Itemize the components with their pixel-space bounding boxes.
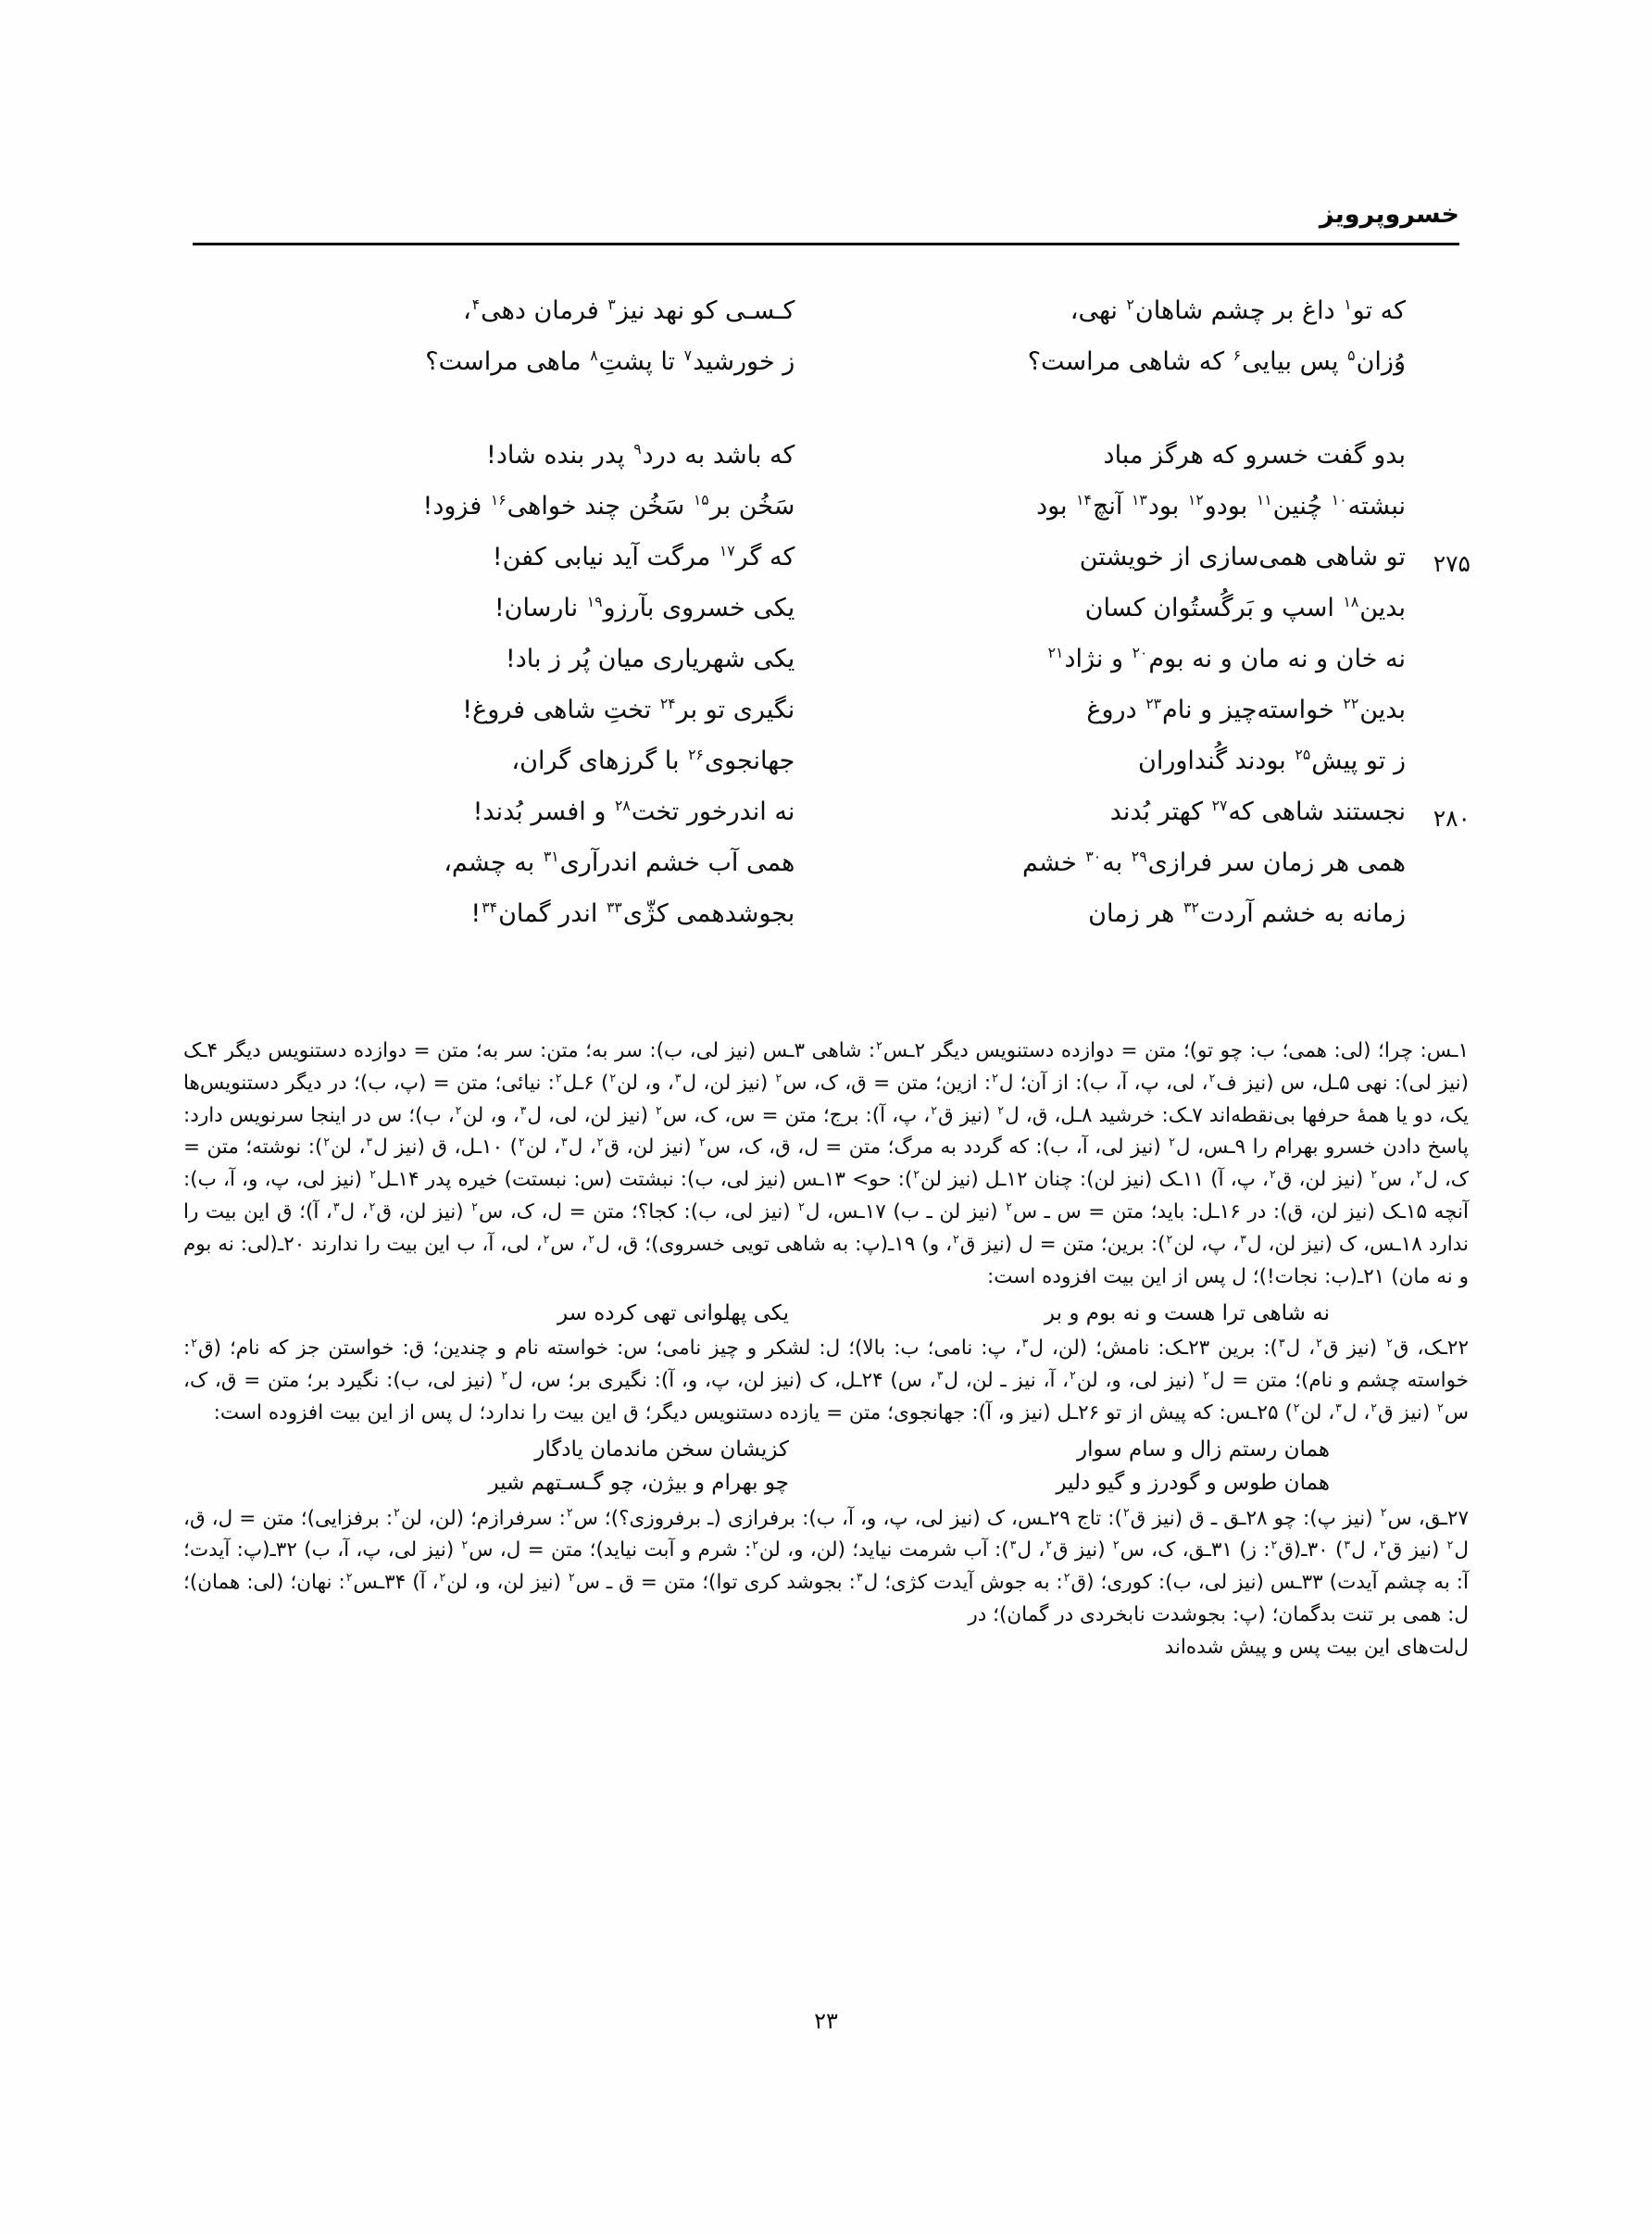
inset-hemistich-second: یکی پهلوانی تهی کرده سر [557,1300,789,1325]
apparatus-paragraph: ۲۲ـک، ق$^۲$ (نیز ق$^۲$، ل$^۳$): برین ۲۳ـک: نامش؛ (لن، ل$^۳$، پ: نامی؛ ب: بالا)؛ ل: لشکر و چیز نامی؛ س: خواسته نام و چندین؛ ق: خواستن جز که نام؛ (ق$^۲$: خواسته چشم و نام)؛ متن = ل$^۲$ (نیز لی، و، لن$^۲$، آ، نیز ـ لن، ل$^۳$، س) ۲۴ـل، ک (نیز لن، پ، و، آ): نگیری بر؛ س، ل$^۲$ (نیز لی، ب): نگیرد بر؛ متن = ق، ک، س$^۲$ (نیز ق$^۲$، ل$^۳$، لن$^۲$) ۲۵ـس: که پیش از تو ۲۶ـل (نیز و، آ): جهانجوی؛ متن = یازده دستنویس دیگر؛ ق این بیت را ندارد؛ ل پس از این بیت افزوده است: [183,1335,1469,1424]
verse-line [185,542,1471,596]
inset-verse-line [183,1467,1469,1500]
verse-group [185,440,1471,952]
hemistich-first: بدین$^{۱۸}$ اسپ و بَرگُستُوان کسان [1084,593,1406,622]
hemistich-first: تو شاهی همی‌سازی از خویشتن [1079,543,1406,571]
inset-hemistich-first: همان رستم زال و سام سوار [1077,1437,1330,1462]
verse-line [185,797,1471,850]
hemistich-first: زمانه به خشم آردت$^{۳۲}$ هر زمان [1088,898,1406,928]
inset-hemistich-first: نه شاهی ترا هست و نه بوم و بر [1044,1300,1330,1325]
hemistich-second: جهانجوی$^{۲۶}$ با گرزهای گران، [511,746,795,775]
verse-line [185,748,1467,799]
verse-line [185,593,1467,646]
apparatus-paragraph: ۱ـس: چرا؛ (لی: همی؛ ب: چو تو)؛ متن = دوازده دستنویس دیگر ۲ـس$^۲$: شاهی ۳ـس (نیز لی، ب): سر به؛ متن: سر به؛ متن = دوازده دستنویس دیگر ۴ـک (نیز لی): نهی ۵ـل، س (نیز ف$^۲$، لی، پ، آ، ب): از آن؛ ل$^۲$: ازین؛ متن = ق، ک، س$^۲$ (نیز لن، ل$^۳$، و، لن$^۲$) ۶ـل$^۲$: نیائی؛ متن = (پ، ب)؛ در دیگر دستنویس‌ها یک، دو یا همهٔ حرفها بی‌نقطه‌اند ۷ـک: خرشید ۸ـل، ق، ل$^۲$ (نیز ق$^۲$، پ، آ): برج؛ متن = س، ک، س$^۲$ (نیز لن، لی، ل$^۳$، و، لن$^۲$، ب)؛ س در اینجا سرنویس دارد: پاسخ دادن خسرو بهرام را ۹ـس، ل$^۲$ (نیز لی، آ، ب): که گردد به مرگ؛ متن = ل، ق، ک، س$^۲$ (نیز لن، ق$^۲$، ل$^۳$، لن$^۲$) ۱۰ـل، ق (نیز ل$^۳$، لن$^۲$): نوشته؛ متن = ک، ل$^۲$، س$^۲$ (نیز لن، ق$^۲$، پ، آ) ۱۱ـک (نیز لن): چنان ۱۲ـل (نیز لن$^۲$): حو> ۱۳ـس (نیز لی، ب): نبشتت (س: نبستت) خیره پدر ۱۴ـل$^۲$ (نیز لی، پ، و، آ، ب): آنچه ۱۵ـک (نیز لن، ق): در ۱۶ـل: باید؛ متن = س ـ س$^۲$ (نیز لن ـ ب) ۱۷ـس، ل$^۲$ (نیز لی، ب): کجا؟؛ متن = ل، ک، س$^۲$ (نیز لن، ق$^۲$، ل$^۳$، آ)؛ ق این بیت را ندارد ۱۸ـس، ک (نیز لن، ل$^۳$، پ، لن$^۲$): برین؛ متن = ل (نیز ق$^۲$، و) ۱۹ـ(پ: به شاهی تویی خسروی)؛ ق، ل$^۲$، س$^۲$، لی، آ، ب این بیت را ندارند ۲۰ـ(لی: نه بوم و نه مان) ۲۱ـ(ب: نجات!)؛ ل پس از این بیت افزوده است: [183,1037,1470,1288]
verse-area [185,295,1471,952]
hemistich-second: بجوشدهمی کژّی$^{۳۳}$ اندر گمان$^{۳۴}$! [470,898,795,928]
verse-line [185,295,1467,349]
critical-apparatus [183,1035,1469,1664]
hemistich-second: که گر$^{۱۷}$ مرگت آید نیابی کفن! [492,542,795,571]
hemistich-second: یکی خسروی بآرزو$^{۱۹}$ نارسان! [494,593,795,622]
hemistich-second: نگیری تو بر$^{۲۴}$ تختِ شاهی فروغ! [462,695,795,724]
hemistich-first: وُزان$^۵$ پس بیایی$^۶$ که شاهی مراست؟ [1027,346,1406,376]
verse-line [185,491,1467,545]
running-head-title: خسروپرویز [1319,200,1459,229]
hemistich-first: نبشته$^{۱۰}$ چُنین$^{۱۱}$ بودو$^{۱۲}$ بود$^{۱۳}$ آنچ$^{۱۴}$ بود [1036,491,1406,521]
inset-hemistich-second: کزیشان سخن ماندمان یادگار [534,1437,789,1462]
hemistich-first: نجستند شاهی که$^{۲۷}$ کهتر بُدند [1109,797,1406,826]
verse-number: ۲۷۵ [1433,550,1471,577]
apparatus-paragraph: ۲۷ـق، س$^۲$ (نیز پ): چو ۲۸ـق ـ ق (نیز ق$^۲$): تاج ۲۹ـس، ک (نیز لی، پ، و، آ، ب): برفرازی (ـ برفروزی؟)؛ س$^۲$: سرفرازم؛ (لن، لن$^۲$: برفزایی)؛ متن = ل، ق، ل$^۲$ (نیز ق$^۲$، ل$^۳$) ۳۰ـ(ق$^۲$: ز) ۳۱ـق، ک، س$^۲$ (نیز ق$^۲$، ل$^۳$): آب شرمت نیاید؛ (لن، و، لن$^۲$: شرم و آبت نیاید)؛ متن = ل، س$^۲$ (نیز لی، پ، آ، ب) ۳۲ـ(پ: آیدت؛ آ: به چشم آیدت) ۳۳ـس (نیز لی، ب): کوری؛ (ق$^۲$: به جوش آیدت کژی؛ ل$^۳$: بجوشد کری توا)؛ متن = ق ـ س$^۲$ (نیز لن، و، لن$^۲$، آ) ۳۴ـس$^۲$: نهان؛ (لی: همان)؛ ل: همی بر تنت بدگمان؛ (پ: بجوشدت نابخردی در گمان)؛ در [183,1505,1470,1627]
hemistich-second: کـسـی کو نهد نیز$^۳$ فرمان دهی$^۴$، [462,295,795,325]
hemistich-first: بدو گفت خسرو که هرگز مباد [1103,441,1406,470]
hemistich-first: ز تو پیش$^{۲۵}$ بودند گُنداوران [1137,746,1406,775]
header-divider [193,243,1459,245]
running-head [193,202,1459,259]
verse-number: ۲۸۰ [1433,805,1471,832]
verse-line [185,697,1467,748]
verse-line [185,847,1467,901]
verse-line [185,898,1467,952]
hemistich-second: ز خورشید$^۷$ تا پشتِ$^۸$ ماهی مراست؟ [425,346,795,376]
hemistich-second: که باشد به درد$^۹$ پدر بنده شاد! [486,440,795,470]
verse-line [185,346,1467,400]
inset-hemistich-first: همان طوس و گودرز و گیو دلیر [1056,1471,1330,1496]
folio-number: ۲۳ [814,2008,838,2034]
verse-line [185,440,1467,494]
hemistich-second: یکی شهریاری میان پُر ز باد! [505,645,795,673]
inset-verse-line [183,1298,1469,1330]
apparatus-tail: ل‌لت‌های این بیت پس و پیش شده‌اند [1164,1635,1469,1659]
hemistich-first: که تو$^۱$ داغ بر چشم شاهان$^۲$ نهی، [1070,295,1406,325]
inset-verse-block-1 [183,1298,1469,1330]
hemistich-first: نه خان و نه مان و نه بوم$^{۲۰}$ و نژاد$^{۲۱}$ [1047,644,1406,673]
inset-verse-line [183,1434,1469,1466]
hemistich-second: همی آب خشم اندرآری$^{۳۱}$ به چشم، [444,847,795,877]
verse-line [185,646,1467,697]
hemistich-first: بدین$^{۲۲}$ خواسته‌چیز و نام$^{۲۳}$ دروغ [1086,695,1406,724]
hemistich-first: همی هر زمان سر فرازی$^{۲۹}$ به$^{۳۰}$ خشم [1022,847,1406,877]
inset-hemistich-second: چو بهرام و بیژن، چو گـسـتهم شیر [488,1471,789,1496]
verse-group [185,295,1467,400]
hemistich-second: سَخُن بر$^{۱۵}$ سَخُن چند خواهی$^{۱۶}$ فزود! [422,491,795,521]
hemistich-second: نه اندرخور تخت$^{۲۸}$ و افسر بُدند! [472,797,795,826]
inset-verse-block-2 [183,1434,1469,1500]
